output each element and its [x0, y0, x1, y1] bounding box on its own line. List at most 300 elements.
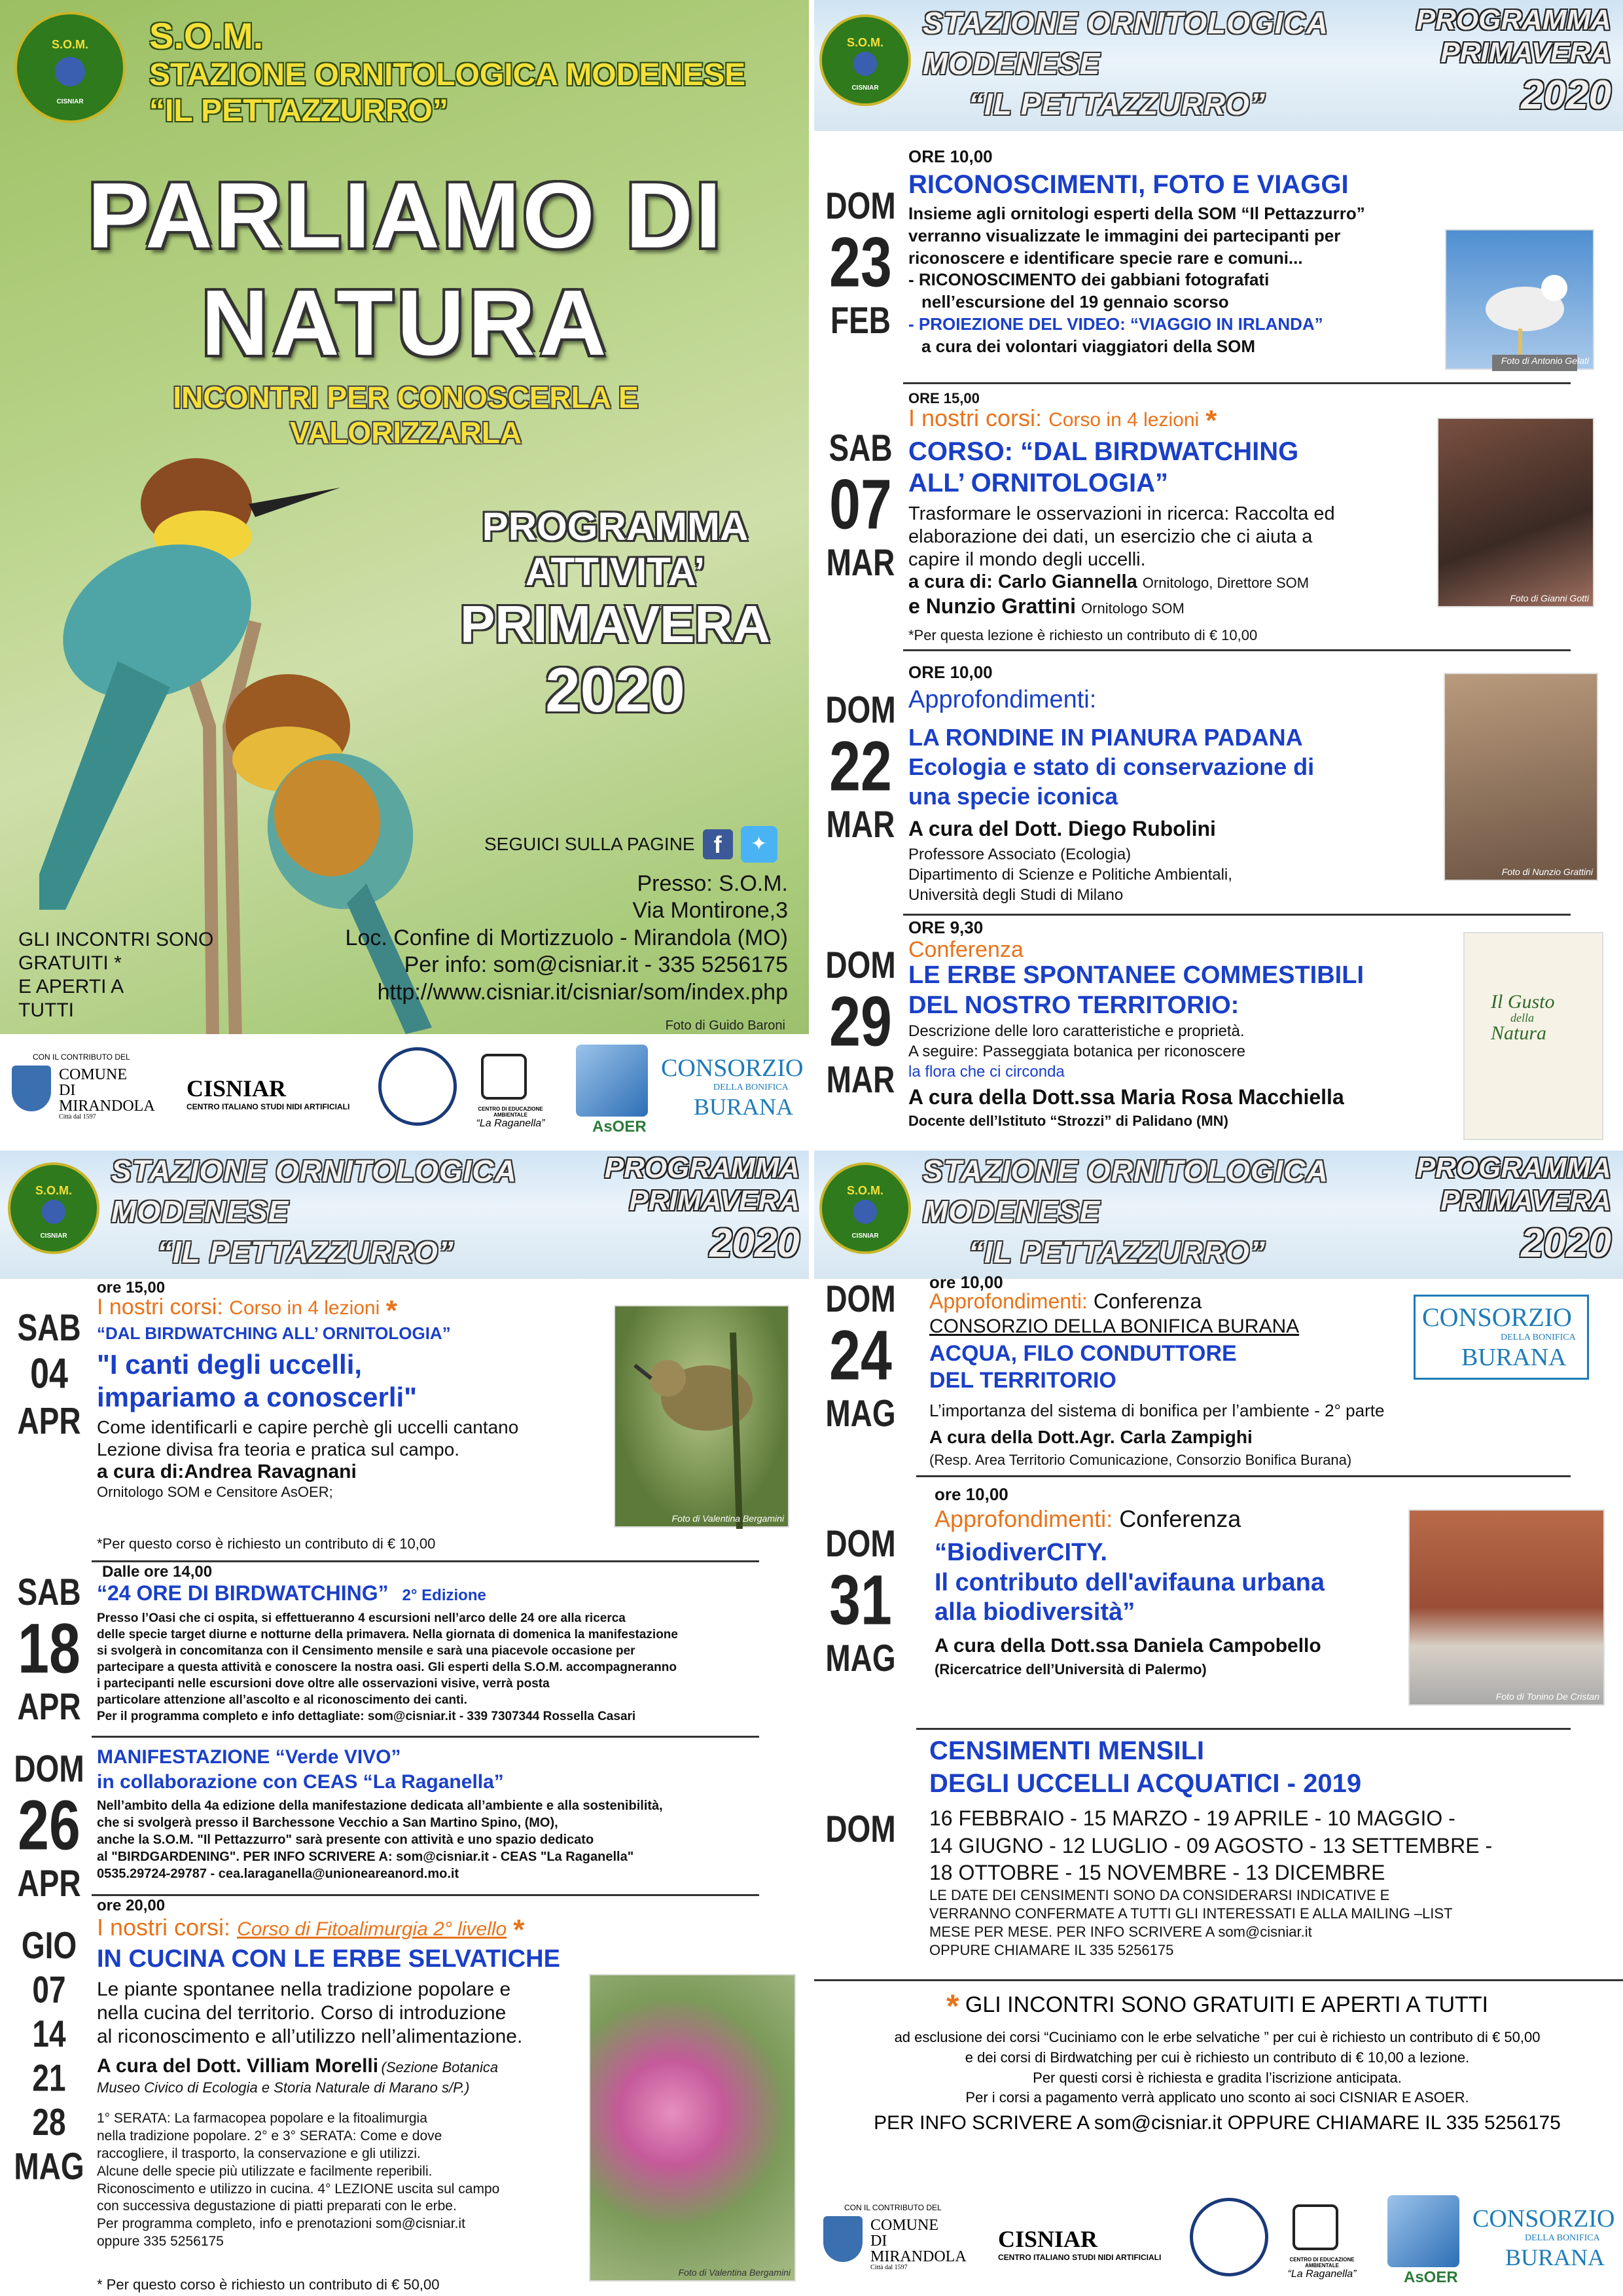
cover-page [0, 0, 812, 1148]
kind-detail: Conferenza [1093, 1289, 1202, 1313]
consorzio-line-3: BURANA [1461, 1344, 1567, 1371]
note-line: OPPURE CHIAMARE IL 335 5256175 [929, 1942, 1174, 1959]
header-som: S.O.M. [149, 15, 264, 56]
asoer-bird-icon [1387, 2195, 1459, 2267]
event-date [818, 1521, 903, 1680]
desc-line: Per il programma completo e info dettagliate: som@cisniar.it - 339 7307344 Rossella Casari [97, 1710, 636, 1724]
comune-line-4: Città dal 1597 [59, 1113, 96, 1121]
desc-line: che si svolgerà presso il Barchessone Vecchio a San Martino Spino, (MO), [97, 1816, 558, 1830]
title-line: una specie iconica [908, 783, 1118, 810]
desc-line: Nell’ambito della 4a edizione della manifestazione dedicata all’ambiente e alla sostenibilità, [97, 1799, 663, 1813]
frog-icon [481, 1054, 527, 1100]
date-weekday: DOM [14, 1747, 84, 1790]
banner-title-1: STAZIONE ORNITOLOGICA [923, 6, 1329, 40]
free-line-3: E APERTI A [18, 976, 124, 997]
desc-line: i partecipanti nelle escursioni dove oltre alle osservazioni visive, verrà posta [97, 1677, 550, 1691]
photo-credit: Foto di Guido Baroni [665, 1018, 785, 1033]
event-23-feb [812, 137, 1623, 380]
contact-line: PER INFO SCRIVERE A som@cisniar.it OPPURE CHIAMARE IL 335 5256175 [874, 2112, 1561, 2134]
som-logo [14, 12, 126, 123]
event-time: Dalle ore 14,00 [102, 1563, 213, 1581]
title-text: “24 ORE DI BIRDWATCHING” [97, 1581, 389, 1605]
cisniar-sub: CENTRO ITALIANO STUDI NIDI ARTIFICIALI [187, 1102, 350, 1111]
desc-line: Insieme agli ornitologi esperti della SOM “Il Pettazzurro” [908, 204, 1365, 223]
cover-title [0, 162, 812, 377]
logo-text: S.O.M. [846, 1184, 883, 1198]
date-weekday: DOM [825, 1277, 896, 1320]
dates-line: 18 OTTOBRE - 15 NOVEMBRE - 13 DICEMBRE [929, 1861, 1385, 1885]
date-month: FEB [830, 298, 891, 342]
census-note [929, 1886, 1453, 1960]
date-weekday: SAB [17, 1306, 81, 1349]
event-title [97, 1581, 486, 1605]
event-description [97, 1978, 522, 2049]
dates-line: 14 GIUGNO - 12 LUGLIO - 09 AGOSTO - 13 SETTEMBRE - [929, 1833, 1493, 1857]
desc-line: - RICONOSCIMENTO dei gabbiani fotografati [908, 270, 1270, 290]
program-page-3 [0, 1148, 812, 2296]
event-date [7, 1570, 92, 1729]
desc-line: elaborazione dei dati, un esercizio che ci aiuta a [908, 526, 1313, 547]
census-dates [929, 1805, 1492, 1887]
consorzio-line-2: DELLA BONIFICA [713, 1083, 789, 1092]
divider [812, 1979, 1623, 1981]
program-line-2: ATTIVITA’ [525, 550, 705, 594]
subtitle-line-1: INCONTRI PER CONOSCERLA E [173, 380, 639, 414]
date-number: 21 [32, 2056, 66, 2099]
som-logo [8, 1162, 99, 1254]
comune-line-4: Città dal 1597 [870, 2264, 908, 2271]
date-weekday: DOM [825, 1522, 896, 1565]
contrib-label: CON IL CONTRIBUTO DEL [844, 2203, 942, 2212]
asterisk: * [946, 1988, 959, 2024]
logo-text: S.O.M. [51, 37, 88, 51]
speaker-role: Museo Civico di Ecologia e Storia Naturale di Marano s/P.) [97, 2079, 470, 2096]
address-block [346, 870, 788, 1006]
title-line: impariamo a conoscerli" [97, 1382, 418, 1413]
desc-line: Per programma completo, info e prenotazioni som@cisniar.it [97, 2216, 465, 2232]
date-number: 28 [32, 2100, 66, 2144]
follow-text: SEGUICI SULLA PAGINE [484, 834, 695, 854]
page-banner [812, 0, 1623, 131]
date-number: 26 [18, 1786, 80, 1865]
notice-title-text: GLI INCONTRI SONO GRATUITI E APERTI A TUTTI [965, 1992, 1489, 2017]
event-title: IN CUCINA CON LE ERBE SELVATICHE [97, 1945, 560, 1973]
asoer-text: AsOER [592, 1118, 647, 1136]
event-date [818, 1276, 903, 1435]
desc-line: anche la S.O.M. "Il Pettazzurro" sarà presente con attività e uno spazio dedicato [97, 1833, 594, 1847]
address-line-2: Via Montirone,3 [632, 898, 788, 924]
event-date [818, 425, 903, 584]
header-station: STAZIONE ORNITOLOGICA MODENESE [149, 58, 746, 92]
warbler-photo [614, 1305, 789, 1528]
event-description [908, 1021, 1245, 1083]
date-number: 14 [32, 2012, 66, 2055]
title-line-1: PARLIAMO DI [87, 164, 724, 268]
consorzio-line-1: CONSORZIO [1472, 2205, 1615, 2233]
raganella-line-2: “La Raganella” [1287, 2269, 1357, 2280]
photo-credit: Foto di Valentina Bergamini [678, 2267, 791, 2278]
title-line: DEL TERRITORIO [929, 1367, 1116, 1393]
title-line: DEGLI UCCELLI ACQUATICI - 2019 [929, 1769, 1362, 1798]
free-line-4: TUTTI [18, 999, 74, 1021]
title-line: ACQUA, FILO CONDUTTORE [929, 1341, 1237, 1366]
desc-line: 1° SERATA: La farmacopea popolare e la fitoalimurgia [97, 2111, 427, 2126]
event-date [818, 183, 903, 342]
desc-line: - PROIEZIONE DEL VIDEO: “VIAGGIO IN IRLANDA” [908, 314, 1323, 334]
banner-title-3: “IL PETTAZZURRO” [969, 87, 1266, 121]
mirandola-crest-icon [823, 2216, 863, 2262]
asterisk: * [385, 1295, 397, 1327]
event-may-thursdays [0, 1897, 812, 2296]
course-label: I nostri corsi: [97, 1295, 223, 1319]
course-label: I nostri corsi: [908, 404, 1043, 431]
desc-line: 0535.29724-29787 - cea.laraganella@unioneareanord.mo.it [97, 1867, 459, 1881]
event-22-mar [812, 655, 1623, 916]
title-line-2: NATURA [201, 271, 611, 375]
event-time: ore 10,00 [935, 1484, 1008, 1504]
speaker-block [97, 2054, 498, 2096]
notice-line: Per i corsi a pagamento verrà applicato uno sconto ai soci CISNIAR E ASOER. [965, 2089, 1469, 2106]
event-date [7, 1305, 92, 1443]
gull-photo [1445, 229, 1594, 370]
date-month: MAR [826, 541, 895, 584]
note-line: LE DATE DEI CENSIMENTI SONO DA CONSIDERARSI INDICATIVE E [929, 1887, 1390, 1903]
notice-line: ad esclusione dei corsi “Cuciniamo con le erbe selvatiche ” per cui è richiesto un contributo di € 50,00 [894, 2029, 1541, 2045]
speaker-role: Ornitologo SOM [1081, 600, 1185, 617]
consorzio-line-1: CONSORZIO [661, 1054, 804, 1082]
note-line: MESE PER MESE. PER INFO SCRIVERE A som@cisniar.it [929, 1924, 1312, 1941]
event-31-mag [812, 1482, 1623, 1704]
title-line: CENSIMENTI MENSILI [929, 1736, 1205, 1765]
program-line-4: 2020 [545, 655, 685, 725]
badger-icon [378, 1047, 457, 1126]
banner-prog-3: 2020 [1521, 73, 1611, 118]
notice-line: e dei corsi di Birdwatching per cui è richiesto un contributo di € 10,00 a lezione. [965, 2049, 1470, 2066]
date-weekday: DOM [825, 184, 896, 227]
course-subtitle: “DAL BIRDWATCHING ALL’ ORNITOLOGIA” [97, 1323, 451, 1343]
banner-title-2: MODENESE [923, 46, 1101, 81]
course-tag [97, 1295, 397, 1327]
desc-line: particolare attenzione all’ascolto e al riconoscimento dei canti. [97, 1693, 467, 1708]
title-line: “BiodiverCITY. [935, 1539, 1107, 1566]
divider [92, 1736, 759, 1738]
desc-line: Riconoscimento e utilizzo in cucina. 4° LEZIONE uscita sul campo [97, 2181, 500, 2197]
header-pettazzurro: “IL PETTAZZURRO” [149, 94, 448, 128]
title-line: DEL NOSTRO TERRITORIO: [908, 991, 1240, 1019]
consorzio-line-2: DELLA BONIFICA [1525, 2233, 1600, 2243]
event-title [908, 723, 1314, 811]
badger-icon [1190, 2198, 1268, 2276]
twitter-icon[interactable]: ✦ [741, 826, 777, 863]
desc-line: oppure 335 5256175 [97, 2234, 224, 2250]
program-page-4 [812, 1148, 1623, 2296]
mallow-flower-photo [589, 1974, 796, 2282]
divider [903, 914, 1571, 916]
cover-subtitle [0, 380, 812, 450]
book-title [1491, 992, 1555, 1043]
follow-us [484, 826, 777, 863]
bird-icon [55, 57, 84, 86]
event-18-apr [0, 1563, 812, 1759]
book-title-line: della [1510, 1011, 1534, 1024]
desc-line [908, 571, 1335, 594]
free-note [18, 928, 213, 1022]
speaker: a cura di:Andrea Ravagnani [97, 1461, 357, 1483]
desc-line: Lezione divisa fra teoria e pratica sul campo. [97, 1439, 460, 1460]
desc-line: verranno visualizzate le immagini dei partecipanti per [908, 225, 1341, 245]
banner-prog-2: PRIMAVERA [1440, 37, 1611, 69]
speaker: a cura di: Carlo Giannella [908, 571, 1137, 593]
event-description [97, 1610, 678, 1725]
title-line: Il contributo dell'avifauna urbana [935, 1568, 1325, 1596]
date-weekday: SAB [829, 426, 893, 469]
book-cover [1463, 932, 1603, 1140]
date-weekday: DOM [825, 1807, 896, 1850]
notice-title [812, 1987, 1623, 2025]
date-month: MAR [826, 1058, 895, 1101]
address-line-3: Loc. Confine di Mortizzuolo - Mirandola (MO) [345, 925, 788, 950]
date-month: MAG [14, 2144, 84, 2187]
facebook-icon[interactable]: f [703, 829, 733, 859]
desc-line: nell’escursione del 19 gennaio scorso [921, 292, 1229, 312]
raganella-logo [461, 1106, 560, 1130]
date-weekday: GIO [21, 1924, 77, 1967]
fee-note: * Per questo corso è richiesto un contributo di € 50,00 [97, 2276, 440, 2293]
raganella-line-1: CENTRO DI EDUCAZIONE AMBIENTALE [1289, 2257, 1355, 2269]
speaker-affiliation [908, 844, 1232, 906]
banner-title-2: MODENESE [111, 1194, 289, 1229]
event-time: ORE 10,00 [908, 662, 993, 682]
affiliation-line: Professore Associato (Ecologia) [908, 846, 1132, 863]
observatory-photo [1437, 418, 1594, 607]
comune-line-3: MIRANDOLA [59, 1098, 155, 1115]
desc-line: si svolgerà in concomitanza con il Censimento mensile e sarà una piacevole occasione per [97, 1644, 635, 1659]
cisniar-text: CISNIAR [187, 1075, 287, 1102]
photo-credit: Foto di Tonino De Cristan [1495, 1691, 1599, 1702]
event-29-mar [812, 916, 1623, 1148]
desc-line: capire il mondo degli uccelli. [908, 548, 1146, 570]
consorzio-line-3: BURANA [1505, 2244, 1605, 2270]
speaker: A cura del Dott. Diego Rubolini [908, 817, 1216, 840]
desc-line: Come identificarli e capire perchè gli uccelli cantano [97, 1417, 519, 1437]
website-link[interactable]: http://www.cisniar.it/cisniar/som/index.php [377, 979, 788, 1005]
logo-text: S.O.M. [35, 1184, 72, 1198]
warbler-icon [615, 1306, 791, 1529]
fee-note: *Per questo corso è richiesto un contributo di € 10,00 [97, 1535, 436, 1552]
desc-line: al "BIRDGARDENING". PER INFO SCRIVERE A: som@cisniar.it - CEAS "La Raganella" [97, 1850, 634, 1864]
banner-prog-3: 2020 [1521, 1221, 1611, 1266]
date-weekday: SAB [17, 1570, 81, 1613]
divider [916, 1475, 1571, 1477]
event-description [908, 203, 1365, 358]
title-line: LA RONDINE IN PIANURA PADANA [908, 724, 1303, 751]
event-title [935, 1538, 1325, 1628]
kind-label: Approfondimenti: [935, 1505, 1113, 1532]
desc-line: la flora che ci circonda [908, 1063, 1065, 1081]
bird-icon [853, 1200, 878, 1224]
speaker: A cura della Dott.ssa Daniela Campobello [935, 1635, 1321, 1657]
date-number: 18 [18, 1609, 80, 1689]
consorzio-logo [661, 1054, 803, 1121]
course-detail: Corso in 4 lezioni [1048, 409, 1200, 431]
banner-title-3: “IL PETTAZZURRO” [157, 1235, 454, 1269]
desc-line: partecipare a questa attività e conoscere la nostra oasi. Gli esperti della S.O.M. accompagneranno [97, 1660, 677, 1675]
banner-prog-1: PROGRAMMA [1416, 1152, 1611, 1184]
speaker-role: (Ricercatrice dell’Università di Palermo) [935, 1661, 1207, 1677]
free-line-2: GRATUITI * [18, 952, 122, 974]
mirandola-logo [59, 1067, 155, 1121]
desc-line: con successiva degustazione di piatti preparati con le erbe. [97, 2198, 457, 2214]
free-line-1: GLI INCONTRI SONO [18, 929, 214, 950]
speaker-role: Ornitologo SOM e Censitore AsOER; [97, 1484, 333, 1501]
event-title [97, 1745, 504, 1794]
event-date [818, 687, 903, 846]
title-line: in collaborazione con CEAS “La Raganella” [97, 1770, 504, 1793]
date-weekday: DOM [825, 688, 896, 731]
event-title [929, 1734, 1361, 1800]
consorzio-line-3: BURANA [694, 1094, 794, 1120]
sponsor-bar [0, 1034, 812, 1148]
kind-detail: Conferenza [1119, 1505, 1241, 1532]
comune-line-3: MIRANDOLA [870, 2248, 967, 2265]
event-title [908, 436, 1298, 499]
raganella-logo [1273, 2257, 1371, 2280]
subtitle-line-2: VALORIZZARLA [289, 416, 522, 450]
consorzio-logo [1414, 1295, 1589, 1380]
mirandola-logo [870, 2217, 967, 2271]
consorzio-logo [1472, 2204, 1614, 2271]
event-date [818, 1806, 903, 1851]
desc-line: A seguire: Passeggiata botanica per riconoscere [908, 1043, 1245, 1061]
title-line: Ecologia e stato di conservazione di [908, 753, 1315, 780]
title-line: alla biodiversità” [935, 1598, 1135, 1626]
program-line-3: PRIMAVERA [459, 595, 771, 653]
desc-line: al riconoscimento e all’utilizzo nell’alimentazione. [97, 2026, 523, 2047]
banner-prog-1: PROGRAMMA [1416, 4, 1611, 36]
sponsor-bar [812, 2189, 1623, 2296]
event-title [97, 1348, 417, 1414]
raganella-line-2: “La Raganella” [476, 1118, 545, 1129]
speaker-affiliation: Docente dell’Istituto “Strozzi” di Palidano (MN) [908, 1113, 1228, 1129]
date-number: 29 [829, 982, 892, 1062]
cover-program [445, 504, 785, 726]
title-line: LE ERBE SPONTANEE COMMESTIBILI [908, 961, 1364, 989]
event-title: RICONOSCIMENTI, FOTO E VIAGGI [908, 170, 1349, 199]
photo-credit: Foto di Antonio Gelati [1501, 355, 1589, 366]
desc-line: riconoscere e identificare specie rare e comuni... [908, 247, 1303, 268]
event-26-apr [0, 1740, 812, 1905]
speaker-line [97, 2054, 498, 2079]
swallows-photo [1444, 673, 1598, 881]
date-month: APR [17, 1399, 81, 1442]
event-description [97, 2110, 499, 2251]
desc-line: Presso l’Oasi che ci ospita, si effettueranno 4 escursioni nell’arco delle 24 ore alla ricerca [97, 1611, 626, 1625]
title-line: MANIFESTAZIONE “Verde VIVO” [97, 1746, 401, 1768]
title-line: CORSO: “DAL BIRDWATCHING [908, 437, 1299, 466]
event-time: ore 10,00 [929, 1272, 1003, 1292]
event-07-mar [812, 386, 1623, 648]
event-time: ORE 10,00 [908, 147, 993, 166]
event-title [908, 961, 1364, 1020]
program-line-1: PROGRAMMA [482, 505, 749, 548]
mirandola-crest-icon [12, 1066, 51, 1111]
banner-title-1: STAZIONE ORNITOLOGICA [111, 1154, 517, 1188]
event-kind: Conferenza [908, 937, 1024, 962]
event-census [812, 1734, 1623, 1959]
cover-header [149, 14, 745, 129]
affiliation-line: Università degli Studi di Milano [908, 886, 1124, 905]
free-events-notice [812, 1987, 1623, 2134]
desc-line: Trasformare le osservazioni in ricerca: Raccolta ed [908, 503, 1335, 524]
logo-text: S.O.M. [846, 36, 883, 50]
logo-subtext: CISNIAR [851, 84, 879, 92]
event-date [7, 1746, 92, 1905]
book-title-line: Natura [1491, 1022, 1547, 1044]
course-tag [97, 1914, 524, 1946]
banner-prog-1: PROGRAMMA [604, 1152, 800, 1184]
desc-line: nella cucina del territorio. Corso di introduzione [97, 2002, 507, 2024]
date-month: MAG [825, 1636, 896, 1679]
logo-subtext: CISNIAR [40, 1232, 67, 1240]
cisniar-logo [998, 2225, 1161, 2262]
desc-line: raccogliere, il trasporto, la conservazione e gli utilizzi. [97, 2145, 421, 2161]
event-date [818, 942, 903, 1102]
cisniar-sub: CENTRO ITALIANO STUDI NIDI ARTIFICIALI [998, 2253, 1162, 2262]
course-label: I nostri corsi: [97, 1914, 231, 1941]
comune-line-1: COMUNE [870, 2217, 939, 2234]
banner-prog-2: PRIMAVERA [629, 1185, 800, 1217]
event-description [97, 1797, 663, 1882]
course-detail: Corso di Fitoalimurgia 2° livello [237, 1918, 507, 1940]
event-time: ore 20,00 [97, 1897, 166, 1914]
book-title-line: Il Gusto [1491, 991, 1555, 1013]
desc-line [908, 594, 1335, 619]
bird-icon [42, 1200, 66, 1224]
program-page-2 [812, 0, 1623, 1148]
som-logo [819, 1162, 911, 1254]
event-04-apr [0, 1279, 812, 1554]
speaker-role: (Resp. Area Territorio Comunicazione, Consorzio Bonifica Burana) [929, 1452, 1352, 1468]
photo-credit: Foto di Valentina Bergamini [671, 1513, 784, 1524]
desc-line: Descrizione delle loro caratteristiche e proprietà. [908, 1022, 1245, 1040]
asoer-text: AsOER [1404, 2269, 1458, 2286]
date-number: 04 [30, 1350, 68, 1398]
comune-line-2: DI [59, 1082, 76, 1099]
fee-note: *Per questa lezione è richiesto un contributo di € 10,00 [908, 627, 1258, 643]
horizontal-gutter [0, 1145, 1623, 1151]
consorzio-line-1: CONSORZIO [1422, 1302, 1572, 1332]
raganella-line-1: CENTRO DI EDUCAZIONE AMBIENTALE [478, 1106, 543, 1118]
desc-line: nella tradizione popolare. 2° e 3° SERATA: Come e dove [97, 2128, 442, 2144]
notice-line: Per questi corsi è richiesta e gradita l’iscrizione anticipata. [1033, 2069, 1402, 2086]
title-line: ALL’ ORNITOLOGIA” [908, 469, 1169, 497]
kind-label: Approfondimenti: [929, 1289, 1088, 1313]
cisniar-logo [187, 1075, 349, 1111]
asoer-bird-icon [576, 1045, 648, 1117]
course-tag [908, 404, 1217, 437]
desc-line: Le piante spontanee nella tradizione popolare e [97, 1979, 511, 2000]
asterisk: * [1205, 404, 1217, 437]
banner-title-1: STAZIONE ORNITOLOGICA [923, 1154, 1329, 1188]
date-number: 07 [32, 1967, 66, 2011]
desc-line: Alcune delle specie più utilizzate e facilmente reperibili. [97, 2163, 433, 2179]
date-month: APR [17, 1685, 81, 1728]
title-line: "I canti degli uccelli, [97, 1349, 363, 1380]
event-24-mag [812, 1272, 1623, 1469]
speaker-role: (Sezione Botanica [381, 2059, 499, 2075]
date-number: 23 [829, 223, 892, 302]
desc-line: a cura dei volontari viaggiatori della SOM [921, 336, 1256, 356]
